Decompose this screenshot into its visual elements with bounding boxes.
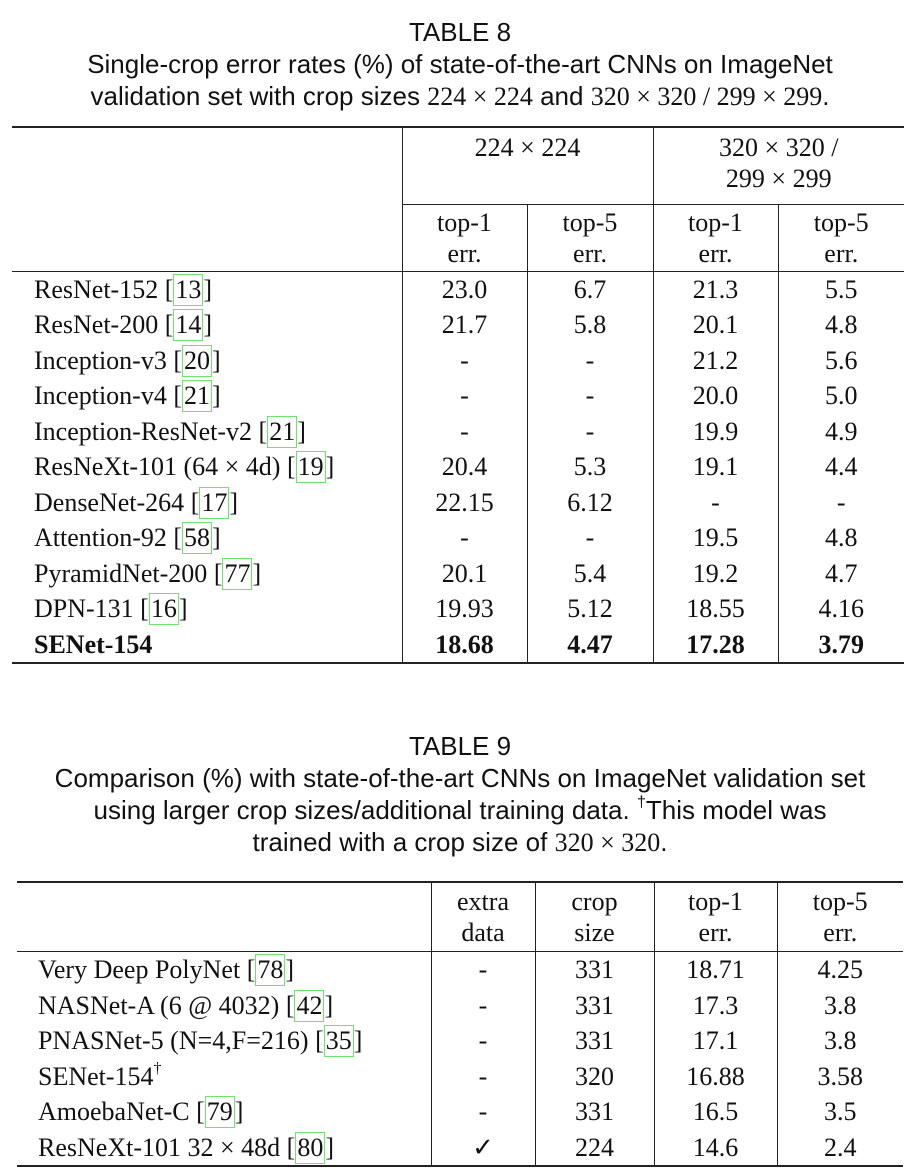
- table8-caption-line2: [0, 80, 920, 113]
- value-cell: 20.4: [402, 449, 527, 485]
- value-cell: 19.1: [653, 449, 778, 485]
- value-cell: -: [527, 414, 653, 450]
- value-cell: 22.15: [402, 485, 527, 521]
- citation-link[interactable]: 78: [257, 955, 284, 984]
- value-cell: 3.79: [778, 627, 904, 664]
- value-cell: 5.3: [527, 449, 653, 485]
- table9-col-crop: [535, 882, 654, 952]
- value-cell: ✓: [431, 1130, 535, 1167]
- table8-group-320: [653, 127, 904, 205]
- model-label: Inception-v3: [34, 345, 174, 375]
- citation-link[interactable]: 16: [150, 594, 177, 623]
- caption-math: 224 × 224: [427, 82, 533, 111]
- value-cell: 3.8: [777, 1023, 903, 1059]
- value-cell: -: [527, 343, 653, 379]
- value-cell: 21.3: [653, 271, 778, 307]
- col-label: top-5: [562, 207, 618, 237]
- table9-caption-line1: Comparison (%) with state-of-the-art CNNs on ImageNet validation set: [54, 763, 866, 793]
- model-name: PNASNet-5 (N=4,F=216) [35]: [38, 1026, 363, 1055]
- caption-math: 320 × 320: [554, 828, 661, 857]
- table9-col-extra: [431, 882, 535, 952]
- group-label: 224 × 224: [474, 133, 581, 162]
- model-name: DPN-131 [16]: [34, 594, 188, 623]
- caption-text: and: [532, 81, 591, 111]
- table8: [12, 126, 904, 664]
- value-cell: 14.6: [654, 1130, 777, 1167]
- value-cell: 6.7: [527, 271, 653, 307]
- table8-col-top5-320: [778, 205, 904, 272]
- value-cell: -: [402, 414, 527, 450]
- table9: [17, 881, 903, 1167]
- citation-link[interactable]: 13: [175, 274, 202, 304]
- value-cell: 4.8: [778, 307, 904, 343]
- value-cell: 20.1: [653, 307, 778, 343]
- table9-col-top1: [654, 882, 777, 952]
- table9-header-name: [17, 882, 431, 952]
- table9-col-top5: [777, 882, 903, 952]
- table-row: [12, 556, 904, 592]
- value-cell: 17.28: [653, 627, 778, 664]
- col-label: top-1: [688, 207, 743, 237]
- table8-group-224: [402, 127, 653, 205]
- caption-text: .: [822, 81, 830, 111]
- value-cell: 5.12: [527, 591, 653, 627]
- citation-link[interactable]: 42: [296, 990, 323, 1020]
- table8-header-blank: [12, 127, 402, 205]
- value-cell: 20.1: [402, 556, 527, 592]
- value-cell: 16.5: [654, 1094, 777, 1130]
- dagger-mark: †: [153, 1059, 162, 1077]
- model-name: Very Deep PolyNet [78]: [38, 955, 295, 984]
- value-cell: 18.71: [654, 952, 777, 988]
- value-cell: 17.1: [654, 1023, 777, 1059]
- table-row: [12, 378, 904, 414]
- table-row: [12, 343, 904, 379]
- citation-link[interactable]: 19: [297, 452, 324, 481]
- citation-link[interactable]: 20: [184, 345, 211, 375]
- model-label: ResNet-200: [34, 310, 165, 339]
- table9-caption-line3: [0, 826, 920, 859]
- group-label-line1: 320 × 320 /: [719, 133, 839, 162]
- value-cell: 19.93: [402, 591, 527, 627]
- col-label: size: [574, 918, 615, 947]
- value-cell: 19.9: [653, 414, 778, 450]
- col-label: top-1: [437, 207, 492, 237]
- table9-caption: [0, 730, 920, 859]
- citation-link[interactable]: 21: [269, 416, 296, 446]
- table-row: [17, 988, 903, 1024]
- model-name: Inception-ResNet-v2 [21]: [34, 416, 306, 446]
- model-label: Inception-ResNet-v2: [34, 416, 259, 446]
- model-name: DenseNet-264 [17]: [34, 487, 239, 517]
- table8-caption: [0, 16, 920, 113]
- value-cell: 4.25: [777, 952, 903, 988]
- table-row: [17, 1059, 903, 1095]
- value-cell: -: [431, 988, 535, 1024]
- value-cell: 331: [535, 1094, 654, 1130]
- value-cell: 3.5: [777, 1094, 903, 1130]
- model-label: PNASNet-5 (N=4,F=216): [38, 1026, 316, 1055]
- value-cell: 331: [535, 1023, 654, 1059]
- model-label: ResNet-152: [34, 274, 165, 304]
- value-cell: 19.5: [653, 520, 778, 556]
- value-cell: 5.6: [778, 343, 904, 379]
- citation-link[interactable]: 21: [184, 381, 211, 410]
- model-label: NASNet-A (6 @ 4032): [38, 990, 286, 1020]
- value-cell: 224: [535, 1130, 654, 1167]
- citation-link[interactable]: 17: [201, 487, 228, 517]
- col-label: err.: [573, 238, 607, 268]
- model-name: ResNeXt-101 32 × 48d [80]: [17, 1130, 431, 1167]
- table-row: [17, 1094, 903, 1130]
- value-cell: 16.88: [654, 1059, 777, 1095]
- model-label: ResNeXt-101 32 × 48d: [38, 1132, 287, 1162]
- value-cell: -: [431, 952, 535, 988]
- value-cell: -: [431, 1059, 535, 1095]
- citation-link[interactable]: 58: [184, 523, 211, 552]
- table-row: [17, 952, 903, 988]
- value-cell: 17.3: [654, 988, 777, 1024]
- value-cell: -: [778, 485, 904, 521]
- value-cell: 331: [535, 988, 654, 1024]
- citation-link[interactable]: 14: [175, 310, 202, 339]
- caption-text: trained with a crop size of: [252, 827, 555, 857]
- model-label: ResNeXt-101 (64 × 4d): [34, 452, 287, 481]
- caption-text: This model was: [645, 795, 827, 825]
- table8-col-top1-224: [402, 205, 527, 272]
- table-row: [12, 307, 904, 343]
- model-name: Inception-v4 [21]: [34, 381, 221, 410]
- table8-col-top1-320: [653, 205, 778, 272]
- table-row: [12, 520, 904, 556]
- model-name: [17, 1059, 431, 1095]
- col-label: err.: [823, 918, 858, 947]
- caption-text: validation set with crop sizes: [90, 81, 428, 111]
- value-cell: 18.68: [402, 627, 527, 664]
- citation-link[interactable]: 77: [224, 558, 251, 588]
- model-label: AmoebaNet-C: [38, 1097, 197, 1126]
- value-cell: 5.4: [527, 556, 653, 592]
- value-cell: 4.4: [778, 449, 904, 485]
- col-label: top-5: [813, 207, 869, 237]
- value-cell: 3.8: [777, 988, 903, 1024]
- group-label-line2: 299 × 299: [725, 164, 832, 193]
- value-cell: 23.0: [402, 271, 527, 307]
- model-label: DPN-131: [34, 594, 141, 623]
- caption-text: using larger crop sizes/additional training data.: [93, 795, 637, 825]
- table8-col-top5-224: [527, 205, 653, 272]
- model-label: SENet-154: [38, 1061, 154, 1091]
- value-cell: -: [653, 485, 778, 521]
- col-label: err.: [447, 238, 482, 268]
- table-row: [12, 414, 904, 450]
- dagger-mark: †: [636, 794, 646, 811]
- value-cell: 320: [535, 1059, 654, 1095]
- col-label: top-1: [688, 887, 743, 916]
- model-name: Inception-v3 [20]: [34, 345, 221, 375]
- value-cell: 3.58: [777, 1059, 903, 1095]
- model-label: Very Deep PolyNet: [38, 955, 247, 984]
- model-label: DenseNet-264: [34, 487, 191, 517]
- value-cell: -: [527, 378, 653, 414]
- value-cell: 4.9: [778, 414, 904, 450]
- col-label: top-5: [812, 887, 868, 916]
- model-name: ResNet-152 [13]: [34, 274, 213, 304]
- citation-link[interactable]: 79: [206, 1097, 233, 1126]
- model-label: Attention-92: [34, 523, 174, 552]
- value-cell: 4.7: [778, 556, 904, 592]
- col-label: extra: [457, 887, 509, 916]
- citation-link[interactable]: 80: [297, 1132, 324, 1162]
- table8-caption-line1: Single-crop error rates (%) of state-of-the-art CNNs on ImageNet: [87, 49, 833, 79]
- value-cell: -: [431, 1094, 535, 1130]
- table-row: [12, 591, 904, 627]
- citation-link[interactable]: 35: [325, 1026, 352, 1055]
- model-label: PyramidNet-200: [34, 558, 214, 588]
- col-label: err.: [824, 238, 859, 268]
- value-cell: 6.12: [527, 485, 653, 521]
- value-cell: 19.2: [653, 556, 778, 592]
- model-name: Attention-92 [58]: [34, 523, 221, 552]
- value-cell: 5.8: [527, 307, 653, 343]
- caption-math: 320 × 320 / 299 × 299: [590, 82, 823, 111]
- value-cell: 21.7: [402, 307, 527, 343]
- value-cell: -: [402, 378, 527, 414]
- model-name: ResNeXt-101 (64 × 4d) [19]: [34, 452, 335, 481]
- model-name: PyramidNet-200 [77]: [34, 558, 262, 588]
- col-label: crop: [571, 887, 618, 916]
- table8-label: TABLE 8: [408, 17, 512, 47]
- table-row: [12, 449, 904, 485]
- table-row: [17, 1023, 903, 1059]
- model-name: SENet-154: [12, 627, 402, 664]
- model-name: ResNet-200 [14]: [34, 310, 213, 339]
- value-cell: 4.8: [778, 520, 904, 556]
- value-cell: 5.0: [778, 378, 904, 414]
- value-cell: 4.16: [778, 591, 904, 627]
- table-row-senet: [12, 627, 904, 664]
- value-cell: 5.5: [778, 271, 904, 307]
- value-cell: -: [402, 520, 527, 556]
- col-label: err.: [698, 238, 733, 268]
- table-row: [12, 485, 904, 521]
- model-label: Inception-v4: [34, 381, 174, 410]
- value-cell: 21.2: [653, 343, 778, 379]
- value-cell: 331: [535, 952, 654, 988]
- col-label: err.: [698, 918, 733, 947]
- value-cell: 2.4: [777, 1130, 903, 1167]
- table-row: [17, 1130, 903, 1167]
- table9-label: TABLE 9: [408, 731, 512, 761]
- table8-header-name: [12, 205, 402, 272]
- value-cell: -: [431, 1023, 535, 1059]
- table9-caption-line2: [0, 794, 920, 826]
- model-name: NASNet-A (6 @ 4032) [42]: [38, 990, 334, 1020]
- value-cell: -: [402, 343, 527, 379]
- value-cell: 18.55: [653, 591, 778, 627]
- value-cell: -: [527, 520, 653, 556]
- caption-text: .: [660, 827, 668, 857]
- value-cell: 4.47: [527, 627, 653, 664]
- value-cell: 20.0: [653, 378, 778, 414]
- table-row: [12, 271, 904, 307]
- col-label: data: [461, 918, 505, 947]
- model-name: AmoebaNet-C [79]: [38, 1097, 244, 1126]
